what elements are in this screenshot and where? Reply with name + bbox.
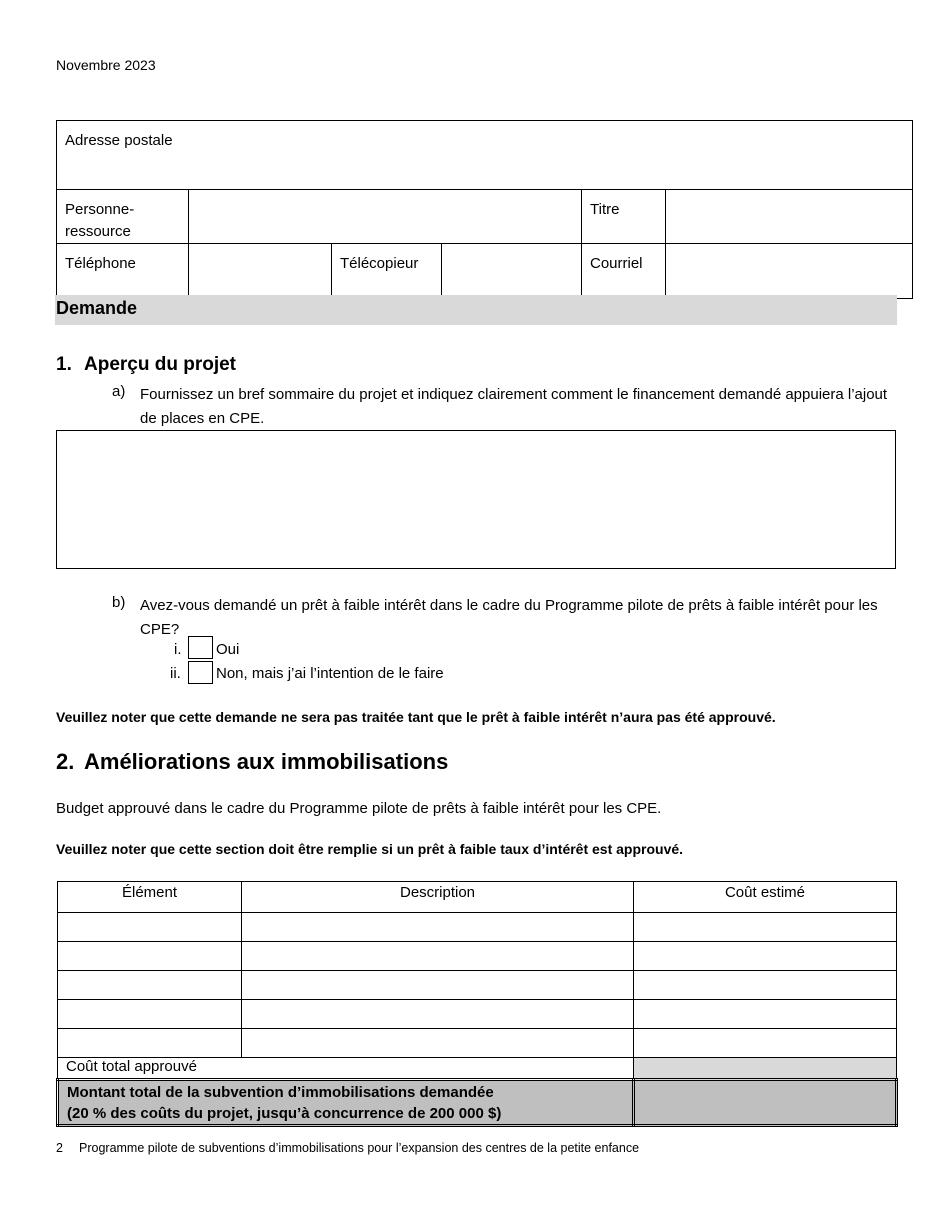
total-cost-cell [634,1058,897,1080]
document-date: Novembre 2023 [56,57,156,73]
contact-info-table [56,120,913,299]
option-no-label: Non, mais j’ai l’intention de le faire [216,665,444,682]
section1-number: 1. [56,354,72,375]
table-row [58,1000,897,1029]
section2-note: Veuillez noter que cette section doit être remplie si un prêt à faible taux d’intérêt est approuvé. [56,841,684,857]
phone-label: Téléphone [57,244,189,299]
element-cell[interactable] [58,913,242,942]
capital-costs-table [56,881,898,1127]
grant-amount-cell [634,1080,897,1126]
cost-cell[interactable] [634,1029,897,1058]
fax-field[interactable] [442,244,582,299]
table-row [58,913,897,942]
cost-cell[interactable] [634,1000,897,1029]
cost-cell[interactable] [634,913,897,942]
section2-number: 2. [56,749,75,774]
option-yes-marker: i. [174,641,182,658]
footer-text: Programme pilote de subventions d’immobilisations pour l’expansion des centres de la petite enfance [79,1141,640,1155]
question-a-text: Fournissez un bref sommaire du projet et indiquez clairement comment le financement demandé appuiera l’ajout de places en CPE. [140,386,888,427]
question-b-text: Avez-vous demandé un prêt à faible intérêt dans le cadre du Programme pilote de prêts à faible intérêt pour les CPE? [140,597,878,638]
title-label: Titre [582,190,666,244]
description-cell[interactable] [242,1000,634,1029]
project-summary-textarea[interactable] [56,430,896,569]
title-field[interactable] [666,190,913,244]
option-yes-label: Oui [216,641,240,658]
demande-heading: Demande [56,298,138,318]
description-cell[interactable] [242,1029,634,1058]
grant-label [58,1080,634,1126]
grant-label-line2: (20 % des coûts du projet, jusqu’à concurrence de 200 000 $) [67,1105,502,1122]
description-cell[interactable] [242,971,634,1000]
col-element-header: Élément [58,882,242,913]
table-row [58,971,897,1000]
email-field[interactable] [666,244,913,299]
question-b-marker: b) [112,594,126,611]
col-cost-header: Coût estimé [634,882,897,913]
fax-label: Télécopieur [332,244,442,299]
description-cell[interactable] [242,942,634,971]
mailing-address-field[interactable] [57,121,913,190]
description-cell[interactable] [242,913,634,942]
col-description-header: Description [242,882,634,913]
section2-title: Améliorations aux immobilisations [84,749,449,774]
option-no-checkbox[interactable] [188,661,213,684]
section1-title: Aperçu du projet [84,354,237,375]
table-header-row [58,882,897,913]
cost-cell[interactable] [634,971,897,1000]
total-row [58,1058,897,1080]
option-no-marker: ii. [170,665,181,682]
grant-row [58,1080,897,1126]
phone-field[interactable] [189,244,332,299]
section2-intro: Budget approuvé dans le cadre du Programme pilote de prêts à faible intérêt pour les CPE. [56,800,662,817]
element-cell[interactable] [58,1000,242,1029]
grant-label-line1: Montant total de la subvention d’immobilisations demandée [67,1084,494,1101]
section1-note: Veuillez noter que cette demande ne sera pas traitée tant que le prêt à faible intérêt n’aura pas été approuvé. [56,709,776,725]
question-a-marker: a) [112,383,126,400]
demande-heading-bar [55,295,897,325]
footer-page-number: 2 [56,1141,63,1155]
cost-cell[interactable] [634,942,897,971]
email-label: Courriel [582,244,666,299]
element-cell[interactable] [58,942,242,971]
element-cell[interactable] [58,1029,242,1058]
option-yes-checkbox[interactable] [188,636,213,659]
total-label: Coût total approuvé [58,1058,634,1080]
table-row [58,942,897,971]
element-cell[interactable] [58,971,242,1000]
contact-person-field[interactable] [189,190,582,244]
contact-person-label: Personne-ressource [57,190,189,244]
table-row [58,1029,897,1058]
mailing-address-label: Adresse postale [65,132,173,149]
